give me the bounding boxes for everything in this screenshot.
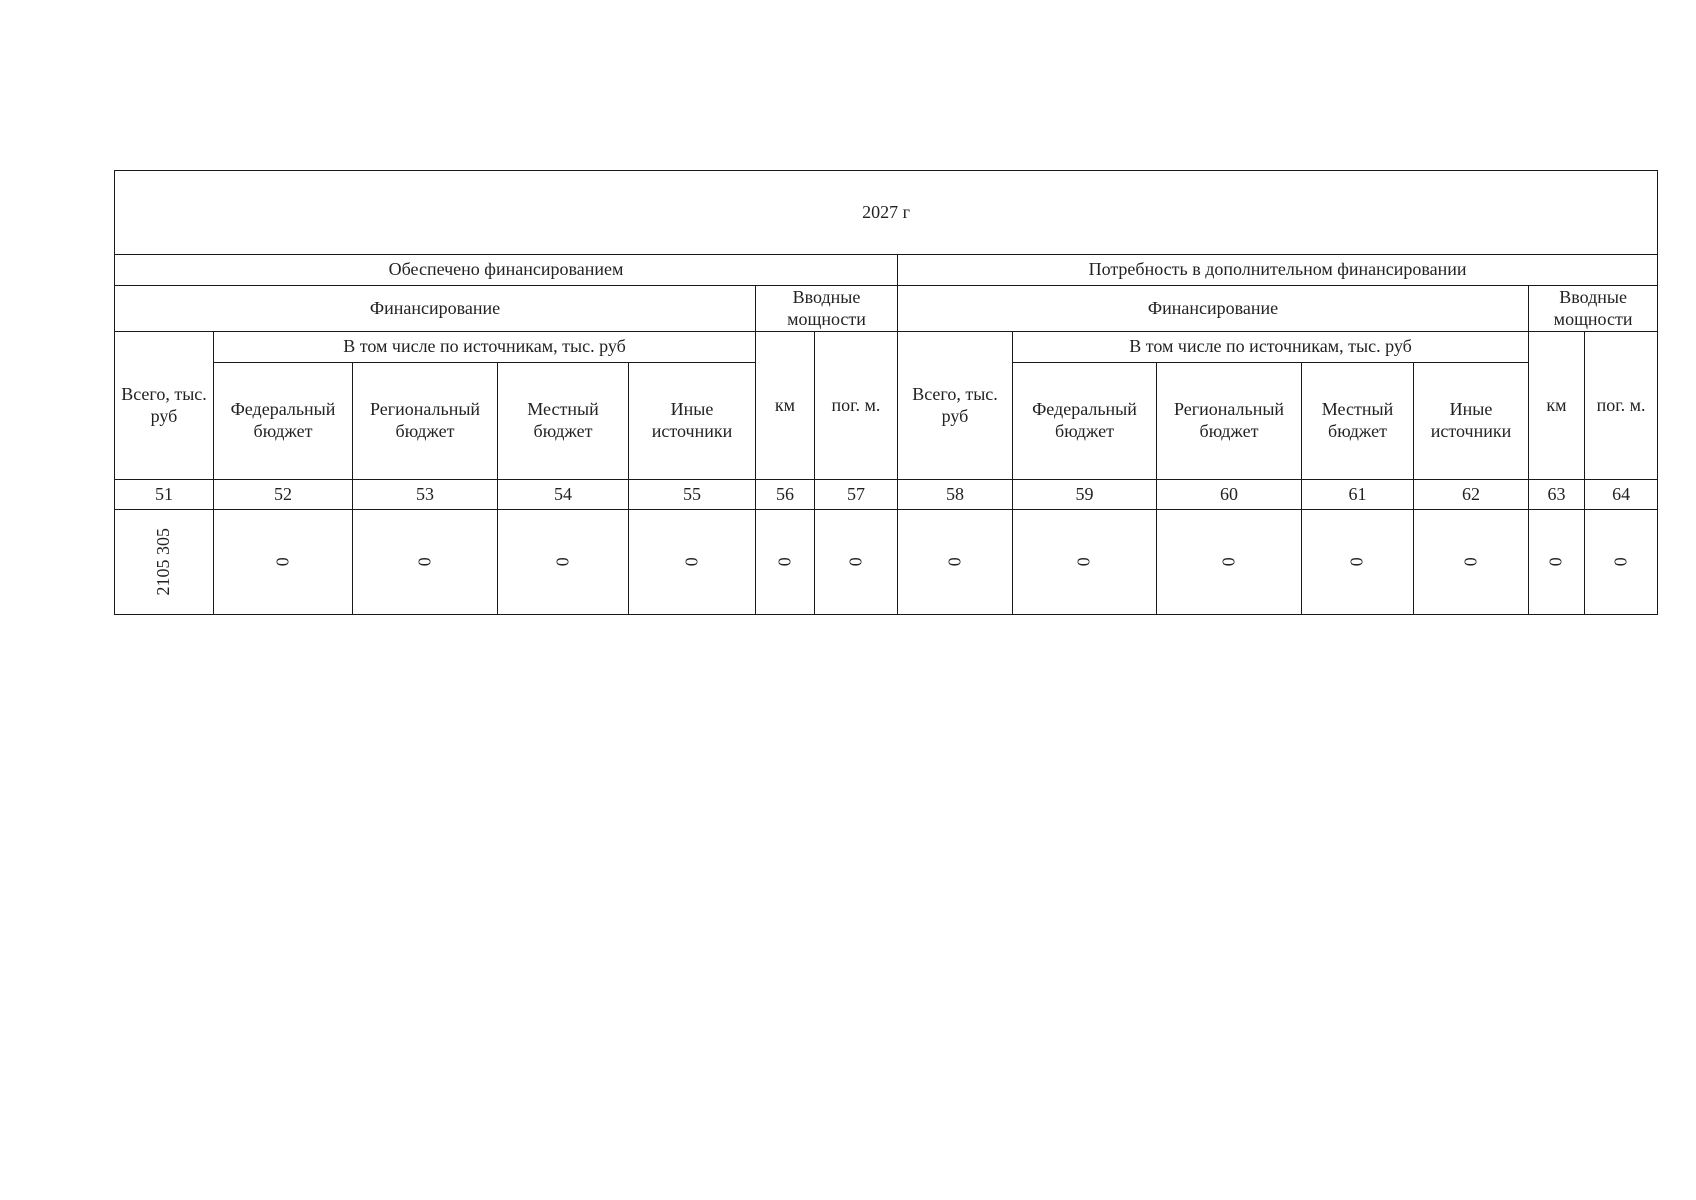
additional-other-header: Иные источники xyxy=(1414,363,1529,480)
secured-financing-subheader: Финансирование xyxy=(115,286,756,332)
column-number: 55 xyxy=(629,480,756,510)
data-cell xyxy=(498,510,629,615)
cell-value: 0 xyxy=(1460,557,1481,567)
additional-local-header: Местный бюджет xyxy=(1302,363,1414,480)
data-cell xyxy=(898,510,1013,615)
secured-by-sources-header: В том числе по источникам, тыс. руб xyxy=(214,332,756,363)
data-cell xyxy=(1585,510,1658,615)
financing-table xyxy=(114,170,1658,615)
cell-value: 0 xyxy=(1346,557,1367,567)
column-number: 63 xyxy=(1529,480,1585,510)
column-number: 59 xyxy=(1013,480,1157,510)
cell-value: 2105 305 xyxy=(153,528,174,596)
column-number: 56 xyxy=(756,480,815,510)
data-cell xyxy=(214,510,353,615)
secured-regional-header: Региональный бюджет xyxy=(353,363,498,480)
cell-value: 0 xyxy=(944,557,965,567)
column-number: 54 xyxy=(498,480,629,510)
additional-total-header: Всего, тыс. руб xyxy=(898,332,1013,480)
cell-value: 0 xyxy=(845,557,866,567)
cell-value: 0 xyxy=(1610,557,1631,567)
cell-value: 0 xyxy=(552,557,573,567)
column-number: 57 xyxy=(815,480,898,510)
column-number: 62 xyxy=(1414,480,1529,510)
cell-value: 0 xyxy=(414,557,435,567)
column-number: 58 xyxy=(898,480,1013,510)
data-cell xyxy=(1529,510,1585,615)
column-number: 53 xyxy=(353,480,498,510)
column-number: 64 xyxy=(1585,480,1658,510)
cell-value: 0 xyxy=(681,557,702,567)
secured-financing-header: Обеспечено финансированием xyxy=(115,255,898,286)
cell-value: 0 xyxy=(1073,557,1094,567)
data-cell xyxy=(815,510,898,615)
column-number: 61 xyxy=(1302,480,1414,510)
secured-total-header: Всего, тыс. руб xyxy=(115,332,214,480)
additional-capacity-subheader: Вводные мощности xyxy=(1529,286,1658,332)
data-cell xyxy=(1013,510,1157,615)
column-number-row xyxy=(115,480,1658,510)
cell-value: 0 xyxy=(774,557,795,567)
column-number: 52 xyxy=(214,480,353,510)
cell-value: 0 xyxy=(272,557,293,567)
column-number: 51 xyxy=(115,480,214,510)
data-cell xyxy=(629,510,756,615)
data-cell xyxy=(756,510,815,615)
cell-value: 0 xyxy=(1545,557,1566,567)
secured-local-header: Местный бюджет xyxy=(498,363,629,480)
additional-regional-header: Региональный бюджет xyxy=(1157,363,1302,480)
cell-value: 0 xyxy=(1218,557,1239,567)
additional-financing-header: Потребность в дополнительном финансировании xyxy=(898,255,1658,286)
additional-federal-header: Федеральный бюджет xyxy=(1013,363,1157,480)
data-cell xyxy=(1157,510,1302,615)
table-row xyxy=(115,510,1658,615)
secured-other-header: Иные источники xyxy=(629,363,756,480)
secured-federal-header: Федеральный бюджет xyxy=(214,363,353,480)
data-cell xyxy=(353,510,498,615)
additional-financing-subheader: Финансирование xyxy=(898,286,1529,332)
column-number: 60 xyxy=(1157,480,1302,510)
data-cell xyxy=(115,510,214,615)
secured-capacity-subheader: Вводные мощности xyxy=(756,286,898,332)
additional-pog-m-header: пог. м. xyxy=(1585,332,1658,480)
data-cell xyxy=(1414,510,1529,615)
additional-by-sources-header: В том числе по источникам, тыс. руб xyxy=(1013,332,1529,363)
secured-pog-m-header: пог. м. xyxy=(815,332,898,480)
year-header: 2027 г xyxy=(115,171,1658,255)
data-cell xyxy=(1302,510,1414,615)
additional-km-header: км xyxy=(1529,332,1585,480)
secured-km-header: км xyxy=(756,332,815,480)
